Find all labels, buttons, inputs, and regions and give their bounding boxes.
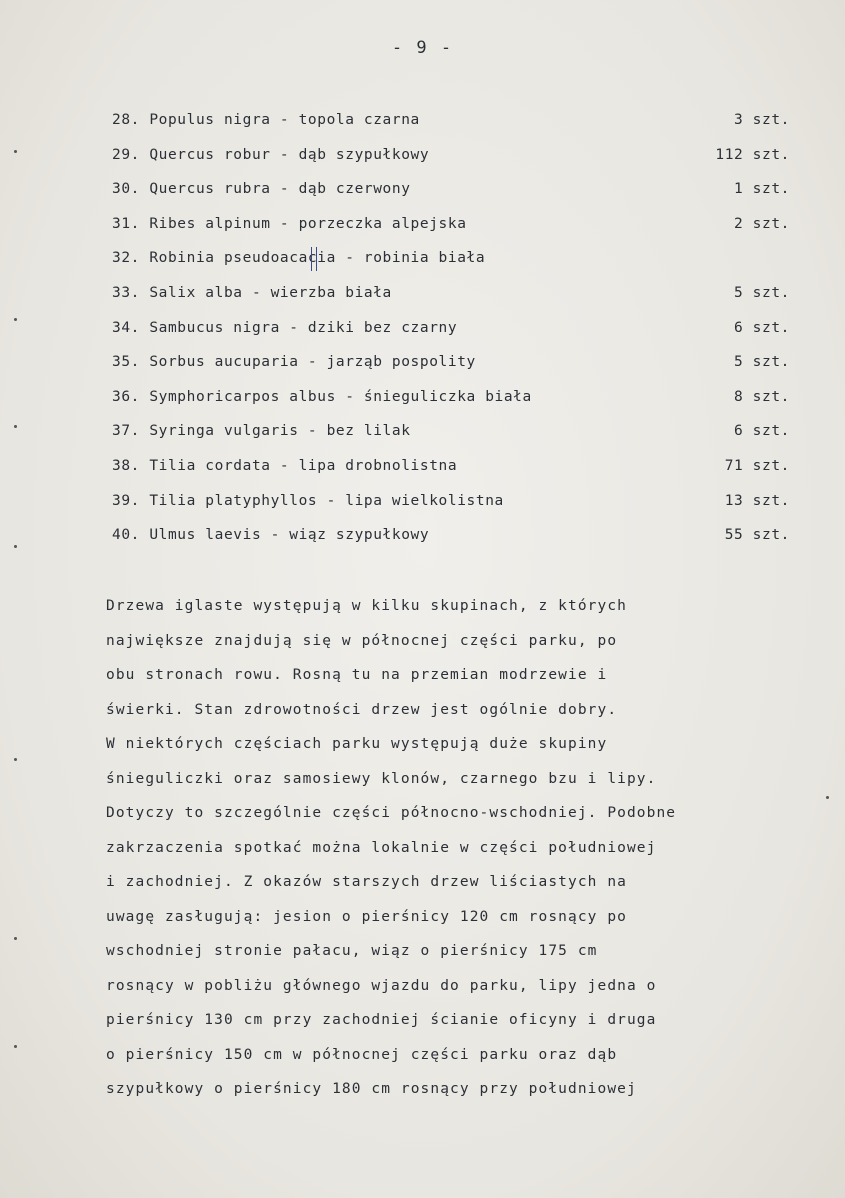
species-row <box>112 181 802 216</box>
paragraph-line: i zachodniej. Z okazów starszych drzew liściastych na <box>106 874 627 890</box>
species-quantity: 6 szt. <box>734 423 790 440</box>
species-row <box>112 216 802 251</box>
species-row <box>112 147 802 182</box>
paragraph-line: rosnący w pobliżu głównego wjazdu do parku, lipy jedna o <box>106 977 657 994</box>
species-row <box>112 250 802 285</box>
species-quantity: 2 szt. <box>734 215 790 232</box>
species-quantity: 112 szt. <box>715 146 790 163</box>
species-row <box>112 493 802 528</box>
species-entry: 35. Sorbus aucuparia - jarząb pospolity <box>112 354 476 371</box>
margin-dot <box>826 796 829 799</box>
species-entry: 36. Symphoricarpos albus - śnieguliczka biała <box>112 388 532 405</box>
species-entry: 32. Robinia pseudoacacia - robinia biała <box>112 250 486 267</box>
species-quantity: 8 szt. <box>734 388 790 405</box>
species-quantity: 5 szt. <box>734 354 790 371</box>
species-entry: 40. Ulmus laevis - wiąz szypułkowy <box>112 527 430 544</box>
species-quantity: 71 szt. <box>724 457 790 474</box>
species-quantity: 3 szt. <box>734 112 790 128</box>
species-quantity: 1 szt. <box>734 181 790 198</box>
species-entry: 39. Tilia platyphyllos - lipa wielkolistna <box>112 492 504 509</box>
species-entry: 38. Tilia cordata - lipa drobnolistna <box>112 457 458 474</box>
margin-dot <box>14 425 17 428</box>
species-quantity: 55 szt. <box>724 527 790 544</box>
paragraph-line: obu stronach rowu. Rosną tu na przemian modrzewie i <box>106 667 608 683</box>
species-entry: 34. Sambucus nigra - dziki bez czarny <box>112 319 458 336</box>
species-entry: 37. Syringa vulgaris - bez lilak <box>112 423 411 440</box>
margin-dot <box>14 150 17 153</box>
paragraph-line: śnieguliczki oraz samosiewy klonów, czarnego bzu i lipy. <box>106 770 657 787</box>
paragraph-line: szypułkowy o pierśnicy 180 cm rosnący przy południowej <box>106 1081 637 1097</box>
species-list <box>112 112 802 562</box>
species-entry: 33. Salix alba - wierzba biała <box>112 284 392 301</box>
species-row <box>112 423 802 458</box>
margin-dot <box>14 1045 17 1048</box>
species-row <box>112 354 802 389</box>
paragraph-line: Drzewa iglaste występują w kilku skupinach, z których <box>106 598 627 614</box>
paragraph-line: wschodniej stronie pałacu, wiąz o pierśnicy 175 cm <box>106 943 598 959</box>
species-row <box>112 320 802 355</box>
species-row <box>112 458 802 493</box>
species-entry: 29. Quercus robur - dąb szypułkowy <box>112 146 430 163</box>
species-quantity: 5 szt. <box>734 284 790 301</box>
species-row <box>112 527 802 562</box>
species-quantity: 6 szt. <box>734 319 790 336</box>
species-quantity: 13 szt. <box>724 492 790 509</box>
paragraph-line: o pierśnicy 150 cm w północnej części parku oraz dąb <box>106 1046 618 1063</box>
paragraph-line: największe znajdują się w północnej części parku, po <box>106 632 618 649</box>
paragraph-line: świerki. Stan zdrowotności drzew jest ogólnie dobry. <box>106 701 618 718</box>
species-row <box>112 285 802 320</box>
margin-dot <box>14 937 17 940</box>
paragraph-line: Dotyczy to szczególnie części północno-wschodniej. Podobne <box>106 805 677 821</box>
margin-dot <box>14 758 17 761</box>
handwritten-pen-mark <box>311 247 317 271</box>
margin-dot <box>14 318 17 321</box>
body-paragraph <box>106 598 786 1116</box>
species-entry: 31. Ribes alpinum - porzeczka alpejska <box>112 215 467 232</box>
species-entry: 28. Populus nigra - topola czarna <box>112 112 420 128</box>
paragraph-line: W niektórych częściach parku występują duże skupiny <box>106 736 608 752</box>
page-number: - 9 - <box>391 38 454 58</box>
species-row <box>112 112 802 147</box>
paragraph-line: uwagę zasługują: jesion o pierśnicy 120 cm rosnący po <box>106 908 627 925</box>
species-entry: 30. Quercus rubra - dąb czerwony <box>112 181 411 198</box>
paragraph-line: pierśnicy 130 cm przy zachodniej ścianie oficyny i druga <box>106 1012 657 1028</box>
margin-dot <box>14 545 17 548</box>
paragraph-line: zakrzaczenia spotkać można lokalnie w części południowej <box>106 839 657 856</box>
species-row <box>112 389 802 424</box>
